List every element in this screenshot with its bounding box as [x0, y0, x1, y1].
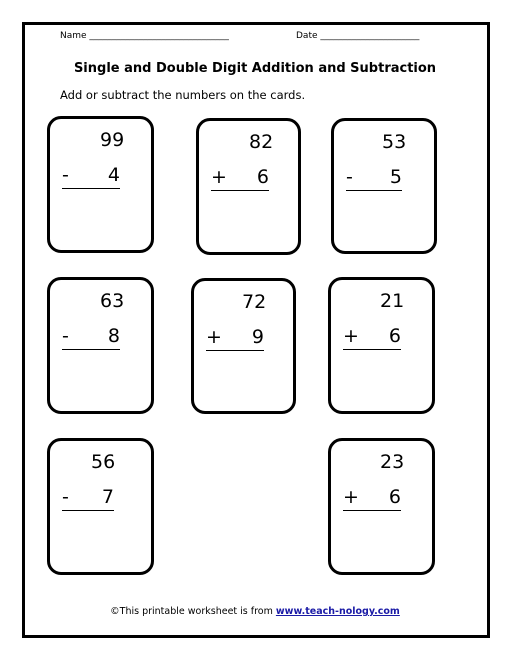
- footer-credit: ©This printable worksheet is from: [110, 606, 276, 617]
- instructions: Add or subtract the numbers on the cards.: [60, 88, 306, 102]
- name-line: Name _______________________________: [60, 31, 229, 41]
- card-operation-row: [206, 326, 264, 351]
- card-operator: +: [211, 166, 227, 188]
- footer: [0, 606, 510, 617]
- card-operation-row: [211, 166, 269, 191]
- card-bottom-number: 6: [256, 166, 269, 188]
- date-line: Date ______________________: [296, 31, 420, 41]
- card-operation-row: [62, 164, 120, 189]
- card-bottom-number: 8: [107, 325, 120, 347]
- card-operation-row: [346, 166, 402, 191]
- card-operation-row: [343, 486, 401, 511]
- worksheet-title: Single and Double Digit Addition and Subtraction: [73, 61, 437, 76]
- card-top-number: 53: [382, 131, 407, 153]
- card-bottom-number: 9: [251, 326, 264, 348]
- card-operation-row: [62, 325, 120, 350]
- card-bottom-number: 6: [388, 325, 401, 347]
- card-operator: -: [346, 166, 353, 188]
- problem-card: [328, 438, 435, 575]
- problem-card: [328, 277, 435, 414]
- card-operator: -: [62, 486, 69, 508]
- card-top-number: 99: [100, 129, 125, 151]
- problem-card: [47, 116, 154, 253]
- footer-link[interactable]: www.teach-nology.com: [275, 606, 400, 617]
- problem-card: [47, 277, 154, 414]
- card-operator: -: [62, 164, 69, 186]
- card-operator: +: [343, 486, 359, 508]
- card-top-number: 56: [91, 451, 116, 473]
- card-top-number: 72: [242, 291, 267, 313]
- card-operator: -: [62, 325, 69, 347]
- problem-card: [47, 438, 154, 575]
- problem-card: [191, 278, 296, 414]
- card-operator: +: [343, 325, 359, 347]
- problem-card: [331, 118, 437, 254]
- problem-card: [196, 118, 301, 255]
- card-top-number: 63: [100, 290, 125, 312]
- card-top-number: 21: [380, 290, 405, 312]
- card-top-number: 23: [380, 451, 405, 473]
- card-operation-row: [343, 325, 401, 350]
- card-bottom-number: 4: [107, 164, 120, 186]
- card-bottom-number: 6: [388, 486, 401, 508]
- card-bottom-number: 5: [389, 166, 402, 188]
- card-bottom-number: 7: [101, 486, 114, 508]
- card-operator: +: [206, 326, 222, 348]
- card-top-number: 82: [249, 131, 274, 153]
- card-operation-row: [62, 486, 114, 511]
